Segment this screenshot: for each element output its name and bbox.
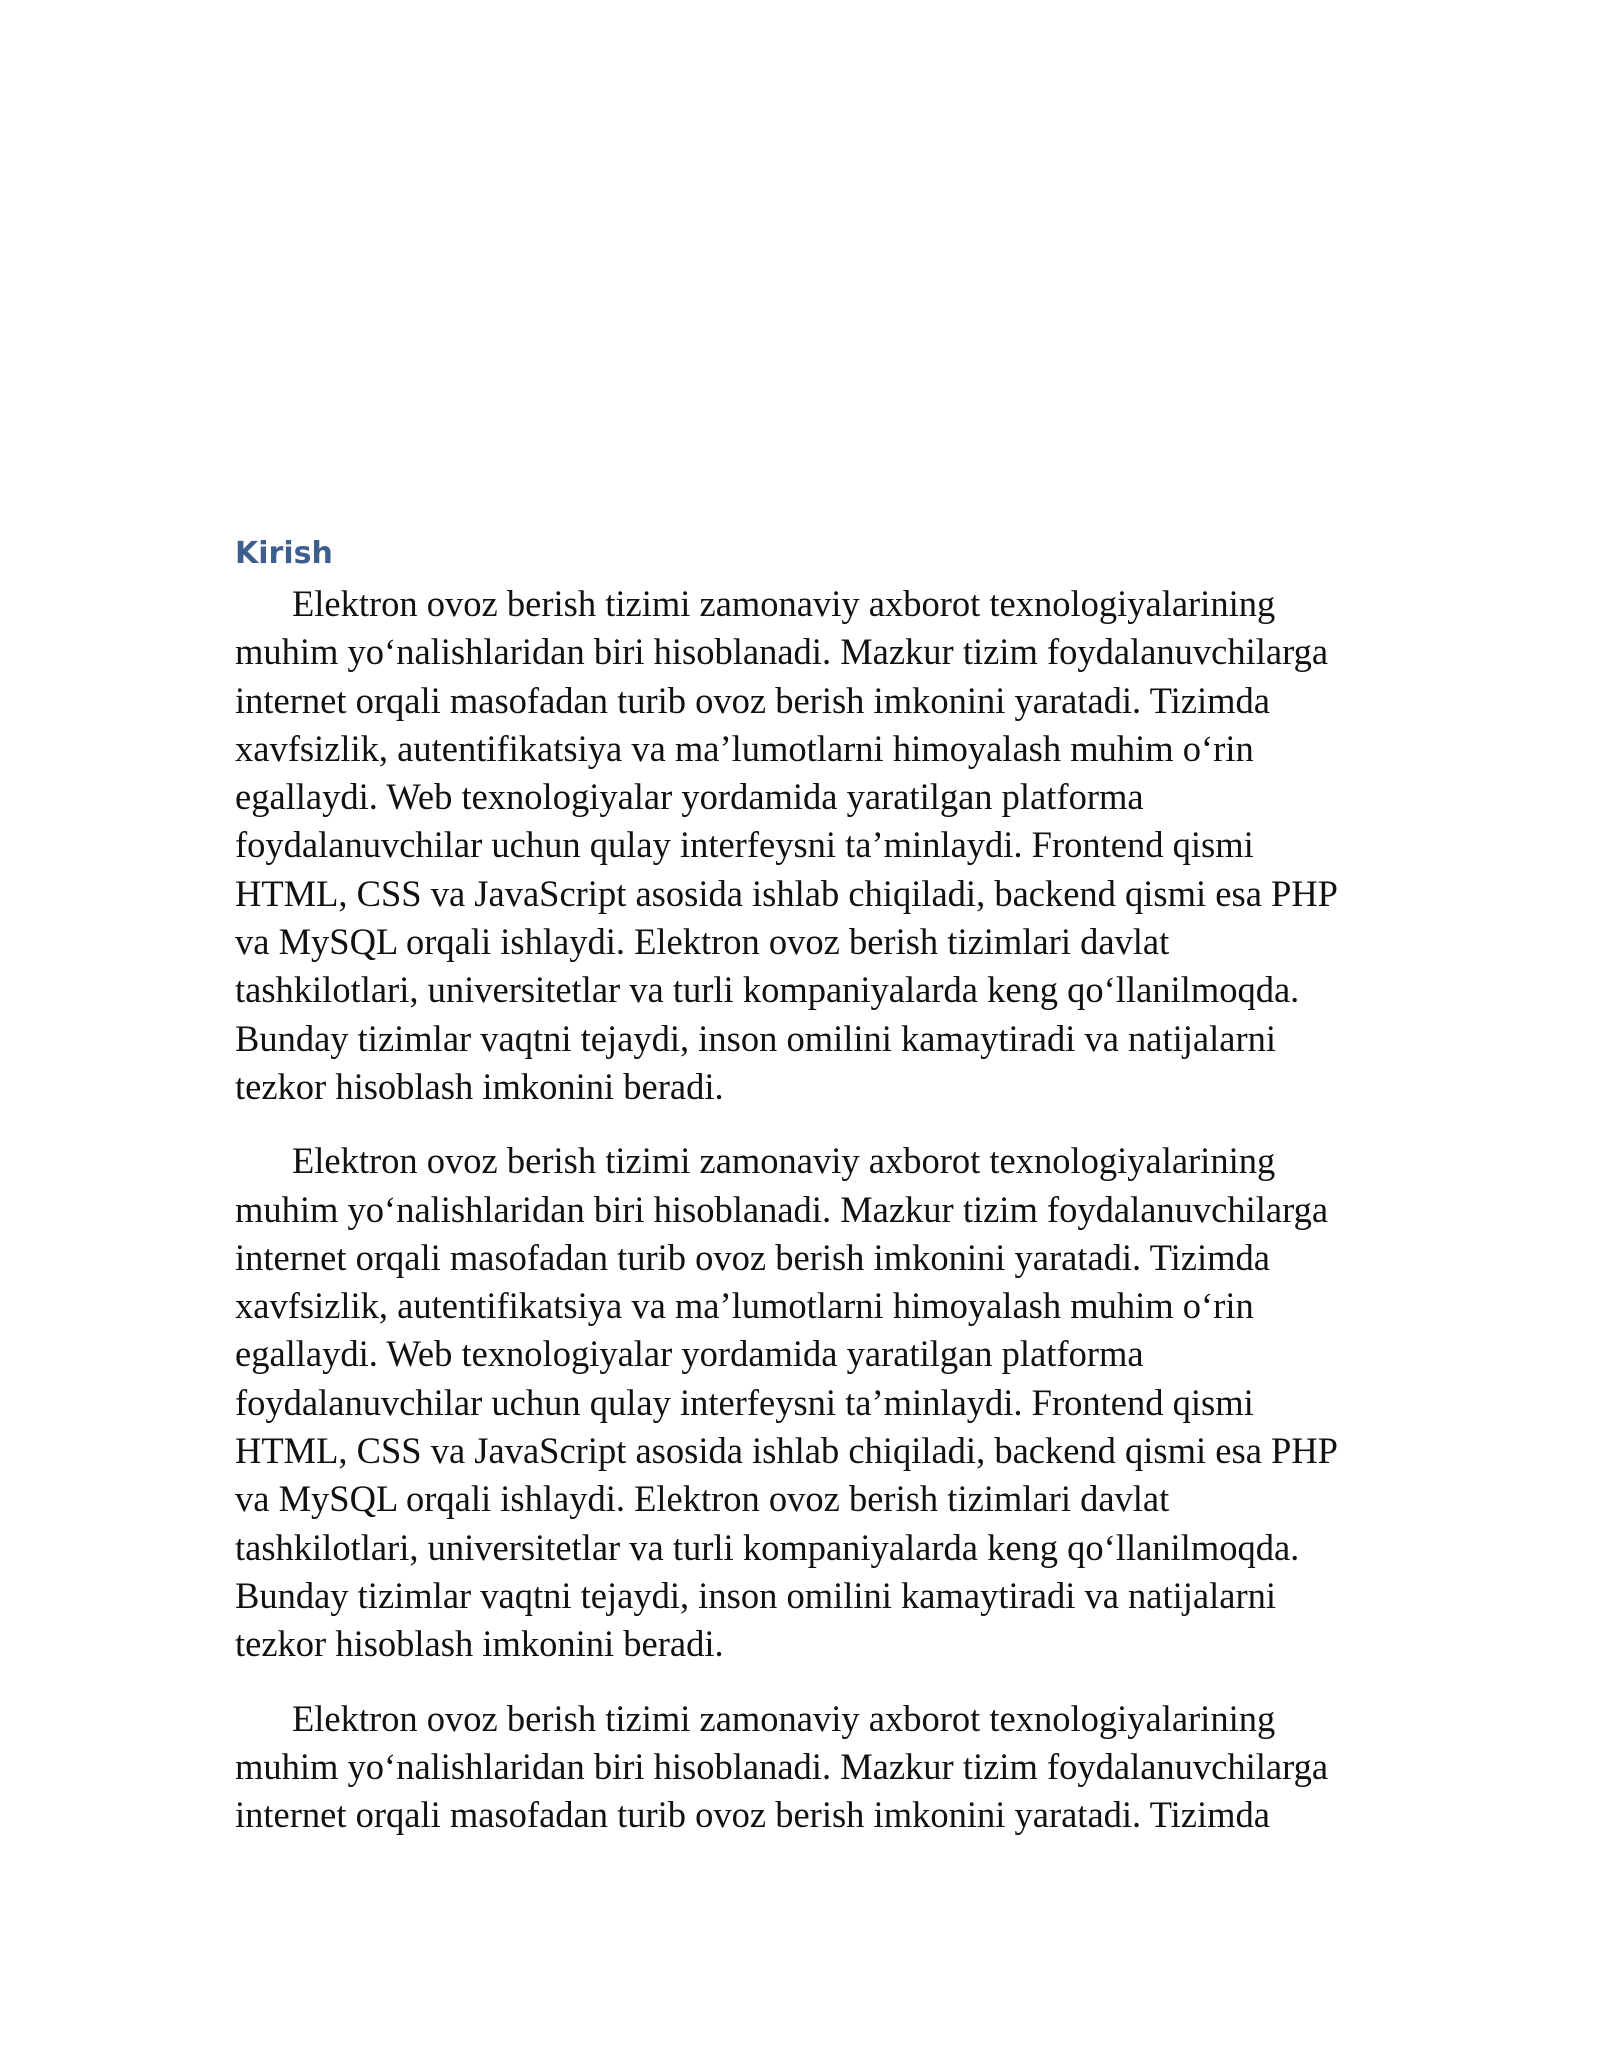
paragraph-line: foydalanuvchilar uchun qulay interfeysni ta’minlaydi. Frontend qismi <box>235 824 1254 866</box>
paragraph-line: xavfsizlik, autentifikatsiya va ma’lumotlarni himoyalash muhim o‘rin <box>235 727 1254 769</box>
paragraph-line: tashkilotlari, universitetlar va turli kompaniyalarda keng qo‘llanilmoqda. <box>235 1526 1300 1568</box>
paragraph-line: internet orqali masofadan turib ovoz berish imkonini yaratadi. Tizimda <box>235 679 1270 721</box>
paragraph-line: tashkilotlari, universitetlar va turli kompaniyalarda keng qo‘llanilmoqda. <box>235 969 1300 1011</box>
paragraph-line: muhim yo‘nalishlaridan biri hisoblanadi. Mazkur tizim foydalanuvchilarga <box>235 631 1329 673</box>
paragraph <box>235 1137 1365 1668</box>
paragraph-line: Elektron ovoz berish tizimi zamonaviy axborot texnologiyalarining <box>292 1140 1276 1182</box>
paragraph-line: Elektron ovoz berish tizimi zamonaviy axborot texnologiyalarining <box>292 583 1276 624</box>
paragraph-line: Elektron ovoz berish tizimi zamonaviy axborot texnologiyalarining <box>292 1697 1276 1739</box>
paragraph-line: HTML, CSS va JavaScript asosida ishlab chiqiladi, backend qismi esa PHP <box>235 1430 1338 1472</box>
paragraph-line: egallaydi. Web texnologiyalar yordamida yaratilgan platforma <box>235 1333 1144 1375</box>
paragraph-line: HTML, CSS va JavaScript asosida ishlab chiqiladi, backend qismi esa PHP <box>235 872 1338 914</box>
paragraph-line: va MySQL orqali ishlaydi. Elektron ovoz berish tizimlari davlat <box>235 921 1170 963</box>
paragraph-line: internet orqali masofadan turib ovoz berish imkonini yaratadi. Tizimda <box>235 1794 1270 1836</box>
paragraph-line: tezkor hisoblash imkonini beradi. <box>235 1623 724 1665</box>
section-heading: Kirish <box>235 536 333 571</box>
paragraph-line: egallaydi. Web texnologiyalar yordamida yaratilgan platforma <box>235 776 1144 818</box>
paragraph-line: Bunday tizimlar vaqtni tejaydi, inson omilini kamaytiradi va natijalarni <box>235 1574 1277 1616</box>
paragraph-line: xavfsizlik, autentifikatsiya va ma’lumotlarni himoyalash muhim o‘rin <box>235 1285 1254 1327</box>
paragraph-line: foydalanuvchilar uchun qulay interfeysni ta’minlaydi. Frontend qismi <box>235 1381 1254 1423</box>
paragraph-line: internet orqali masofadan turib ovoz berish imkonini yaratadi. Tizimda <box>235 1236 1270 1278</box>
paragraph-line: Bunday tizimlar vaqtni tejaydi, inson omilini kamaytiradi va natijalarni <box>235 1017 1277 1059</box>
paragraph-line: tezkor hisoblash imkonini beradi. <box>235 1065 724 1107</box>
paragraph <box>235 580 1365 1111</box>
document-body <box>235 530 1365 1865</box>
paragraph <box>235 1695 1365 1840</box>
paragraph-line: muhim yo‘nalishlaridan biri hisoblanadi. Mazkur tizim foydalanuvchilarga <box>235 1745 1329 1787</box>
paragraph-line: muhim yo‘nalishlaridan biri hisoblanadi. Mazkur tizim foydalanuvchilarga <box>235 1188 1329 1230</box>
paragraph-line: va MySQL orqali ishlaydi. Elektron ovoz berish tizimlari davlat <box>235 1478 1170 1520</box>
